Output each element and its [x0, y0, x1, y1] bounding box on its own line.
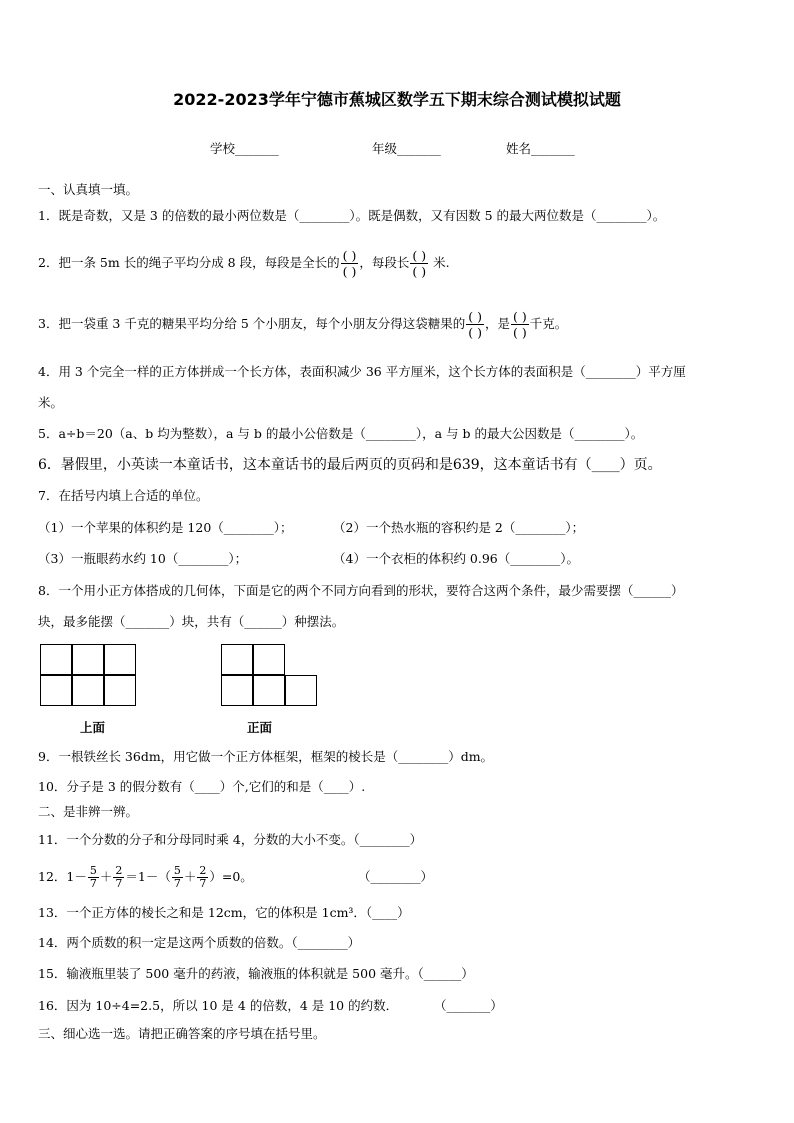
question-3-text-c: 千克。 — [529, 316, 568, 331]
question-10: 10．分子是 3 的假分数有（____）个,它们的和是（____）. — [38, 779, 366, 794]
grid-cell — [104, 644, 136, 675]
question-16-blank: （_______） — [434, 998, 503, 1013]
question-3-text-b: ，是 — [485, 316, 511, 331]
name-field: 姓名_______ — [506, 141, 575, 156]
question-12-text-a: 12．1－ — [38, 869, 87, 884]
fraction-blank: ( ) ( ) — [513, 309, 527, 340]
fraction: $\frac{5}{7}$ — [173, 864, 181, 890]
question-2-text-c: 米. — [433, 255, 450, 270]
question-2 — [38, 241, 450, 285]
question-12-text-c: ）=0。 — [209, 869, 253, 884]
section-2-heading: 二、是非辨一辨。 — [38, 804, 139, 819]
section-1-heading: 一、认真填一填。 — [38, 182, 139, 197]
question-12 — [38, 857, 253, 897]
grid-cell — [72, 644, 104, 675]
school-field: 学校_______ — [210, 141, 279, 156]
question-7-part-1: （1）一个苹果的体积约是 120（________）； — [38, 520, 293, 535]
question-13: 13．一个正方体的棱长之和是 12cm，它的体积是 1cm³．（____） — [38, 905, 410, 920]
question-12-text-b: ＝1－（ — [125, 869, 171, 884]
fraction-blank: ( ) ( ) — [468, 309, 482, 340]
question-7-stem: 7．在括号内填上合适的单位。 — [38, 488, 209, 503]
grid-cell — [221, 644, 253, 675]
grid-cell — [72, 675, 104, 706]
question-4-line-1: 4．用 3 个完全一样的正方体拼成一个长方体，表面积减少 36 平方厘米，这个长方体的表面积是（________）平方厘 — [38, 364, 686, 379]
question-15: 15．输液瓶里装了 500 毫升的药液，输液瓶的体积就是 500 毫升。（______） — [38, 966, 474, 981]
grade-field: 年级_______ — [372, 141, 441, 156]
grid-cell — [221, 675, 253, 706]
page-title: 2022-2023学年宁德市蕉城区数学五下期末综合测试模拟试题 — [173, 90, 621, 109]
question-8-line-1: 8．一个用小正方体搭成的几何体，下面是它的两个不同方向看到的形状，要符合这两个条件，最少需要摆（______） — [38, 583, 684, 598]
fraction: $\frac{2}{7}$ — [199, 864, 207, 890]
question-7-part-3: （3）一瓶眼药水约 10（________）； — [38, 551, 248, 566]
grid-cell — [253, 644, 285, 675]
plus-sign: ＋ — [99, 869, 113, 884]
question-8-line-2: 块，最多能摆（_______）块，共有（______）种摆法。 — [38, 614, 345, 629]
question-16: 16．因为 10÷4=2.5，所以 10 是 4 的倍数，4 是 10 的约数． — [38, 998, 399, 1013]
fraction-blank: ( ) ( ) — [342, 248, 357, 279]
front-view-caption: 正面 — [247, 720, 273, 735]
section-3-heading: 三、细心选一选。请把正确答案的序号填在括号里。 — [38, 1026, 326, 1041]
grid-cell — [104, 675, 136, 706]
question-7-part-2: （2）一个热水瓶的容积约是 2（________）； — [333, 520, 585, 535]
question-3-text-a: 3．把一袋重 3 千克的糖果平均分给 5 个小朋友，每个小朋友分得这袋糖果的 — [38, 316, 466, 331]
fraction: $\frac{5}{7}$ — [89, 864, 97, 890]
fraction: $\frac{2}{7}$ — [115, 864, 123, 890]
grid-cell — [40, 644, 72, 675]
fraction-blank: ( ) ( ) — [412, 248, 427, 279]
question-2-text-b: ，每段长 — [359, 255, 410, 270]
grid-cell — [253, 675, 285, 706]
question-12-blank: （________） — [358, 869, 434, 884]
plus-sign: ＋ — [183, 869, 197, 884]
grid-cell — [40, 675, 72, 706]
question-4-line-2: 米。 — [38, 395, 64, 410]
question-5: 5．a÷b＝20（a、b 均为整数），a 与 b 的最小公倍数是（________），a 与 b 的最大公因数是（________）。 — [38, 426, 644, 441]
question-6: 6．暑假里，小英读一本童话书，这本童话书的最后两页的页码和是639，这本童话书有（____）页。 — [38, 457, 662, 473]
grid-cell — [285, 675, 317, 706]
question-2-text-a: 2．把一条 5m 长的绳子平均分成 8 段，每段是全长的 — [38, 255, 340, 270]
question-14: 14．两个质数的积一定是这两个质数的倍数。（________） — [38, 935, 361, 950]
question-9: 9．一根铁丝长 36dm，用它做一个正方体框架，框架的棱长是（________）dm。 — [38, 749, 494, 764]
top-view-caption: 上面 — [80, 720, 106, 735]
question-1: 1．既是奇数，又是 3 的倍数的最小两位数是（________）。既是偶数，又有因数 5 的最大两位数是（________）。 — [38, 208, 666, 223]
question-3 — [38, 302, 567, 346]
question-11: 11．一个分数的分子和分母同时乘 4，分数的大小不变。（________） — [38, 832, 423, 847]
question-7-part-4: （4）一个衣柜的体积约 0.96（________）。 — [333, 551, 580, 566]
